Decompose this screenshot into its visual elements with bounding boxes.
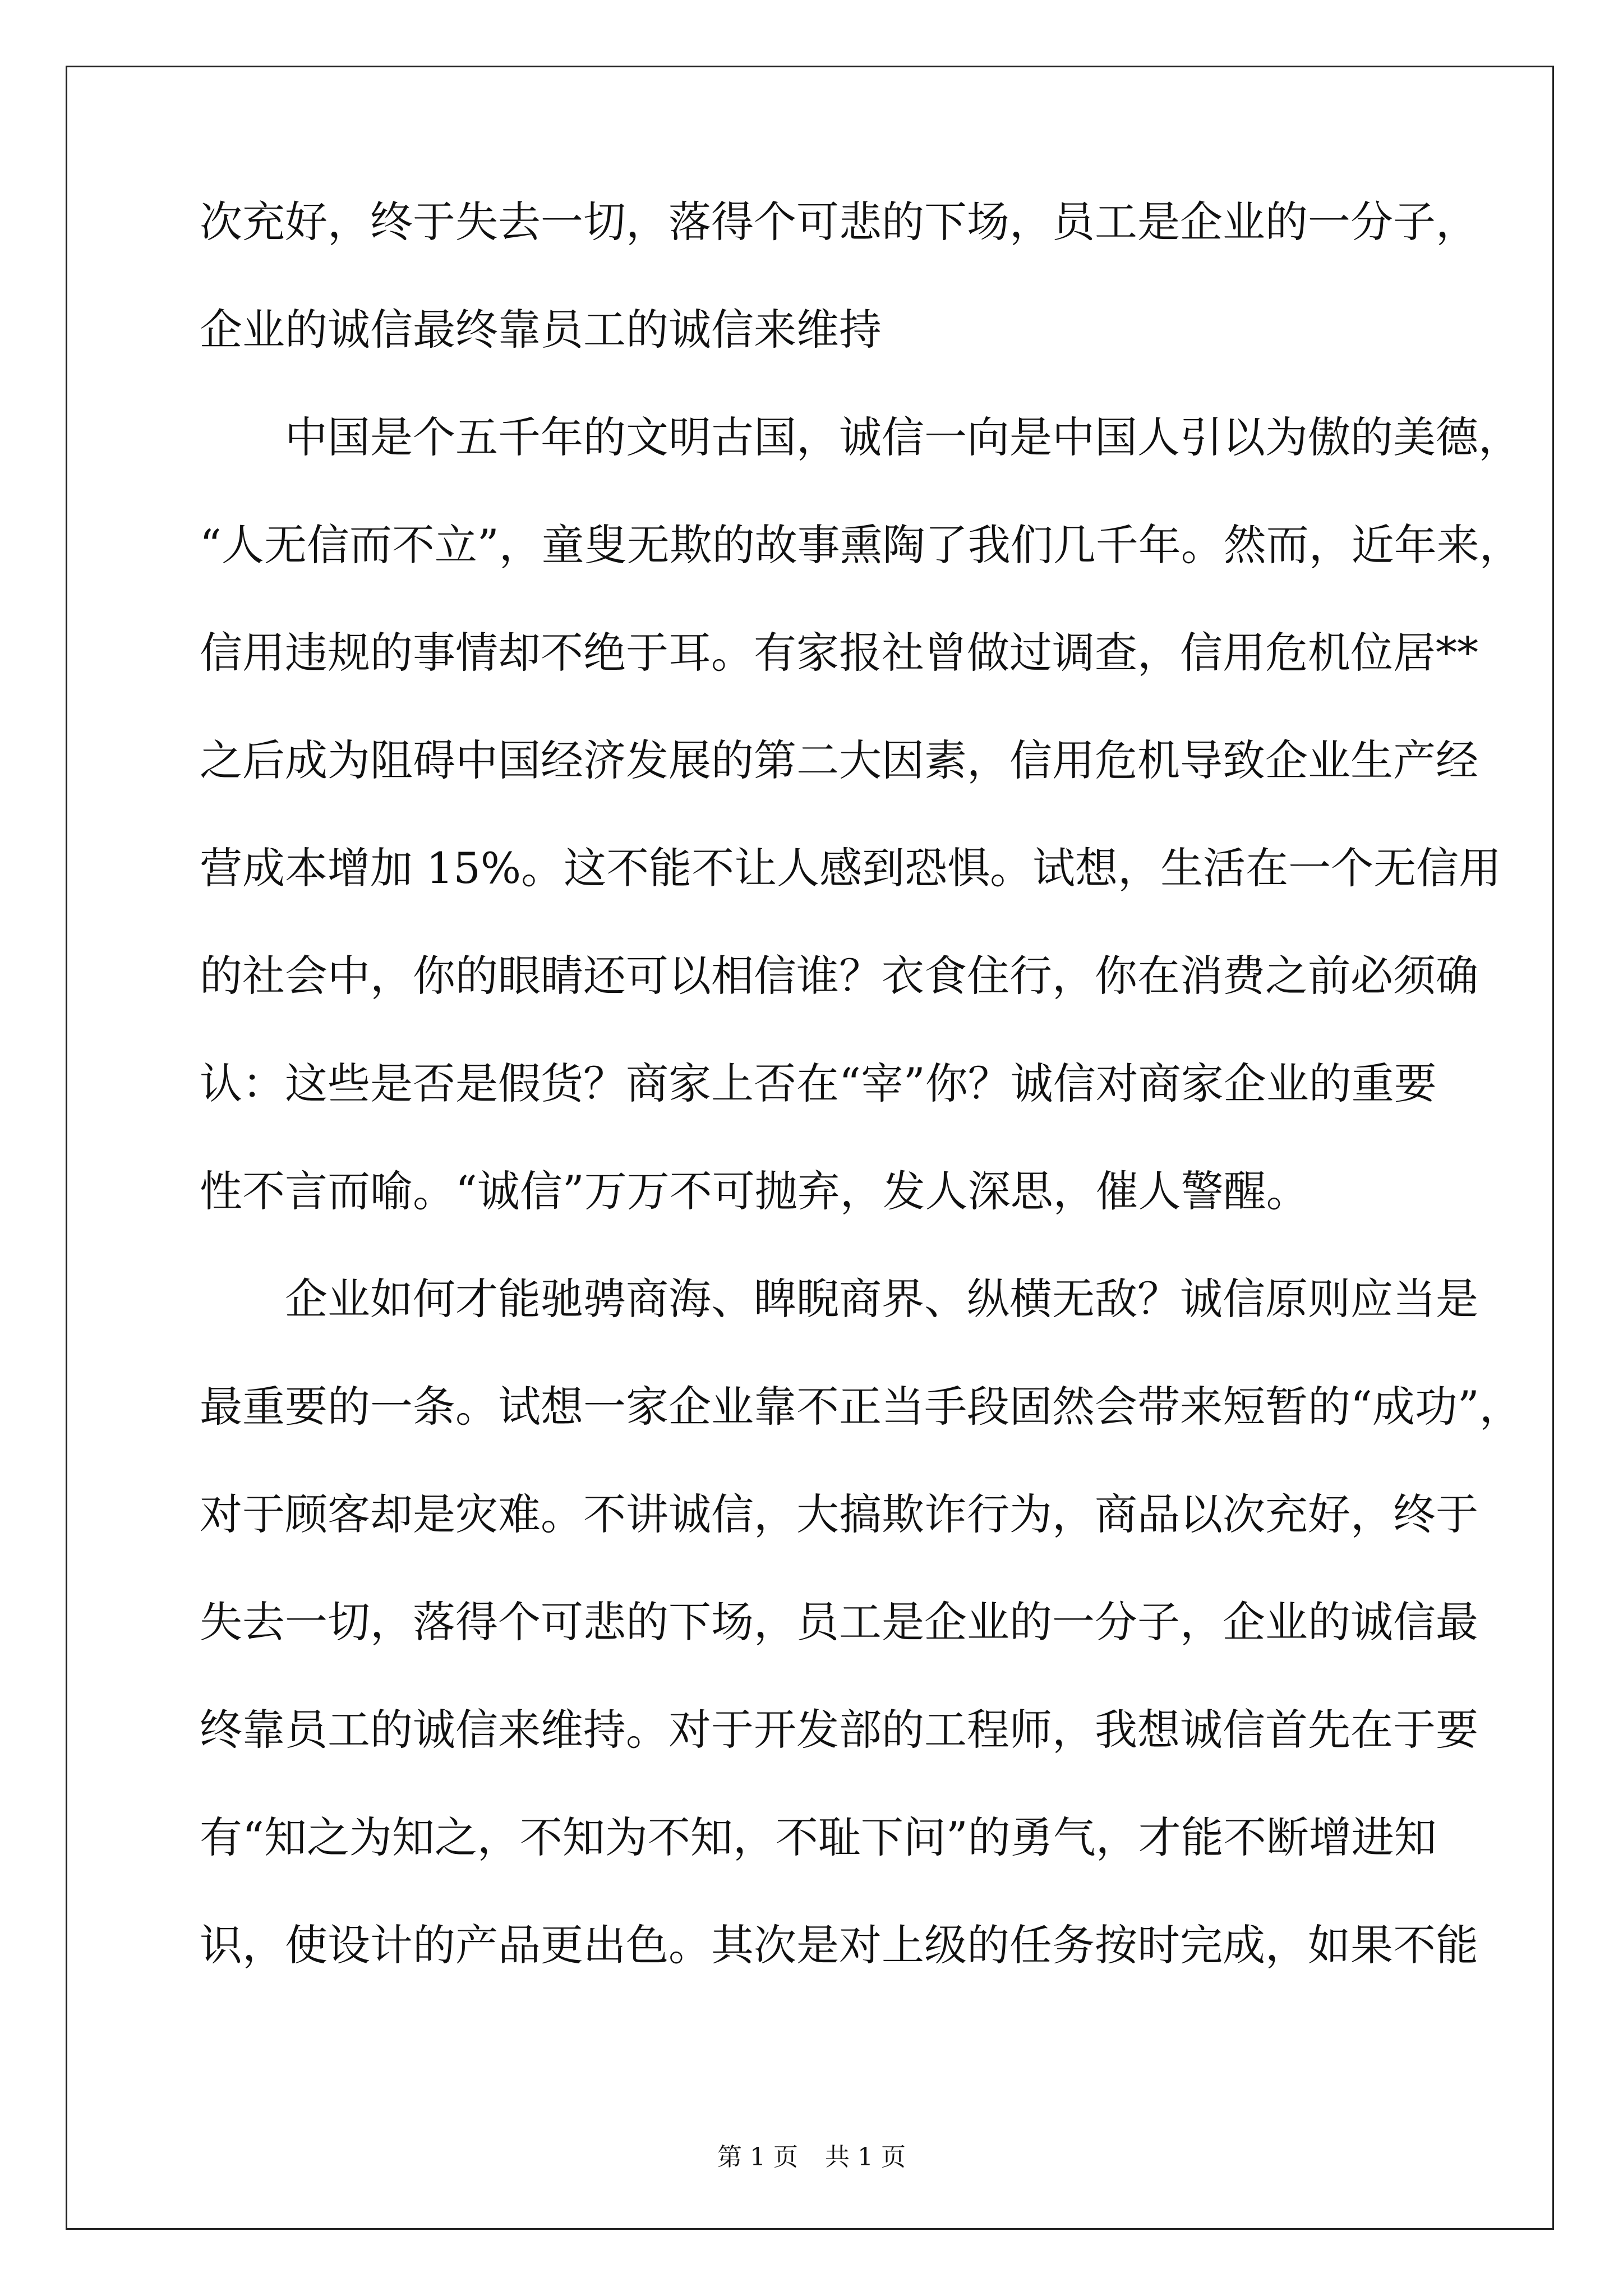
text-line: 性不言而喻。“诚信”万万不可抛弃，发人深思，催人警醒。: [200, 1166, 1309, 1216]
text-line: 的社会中，你的眼睛还可以相信谁？衣食住行，你在消费之前必须确: [200, 951, 1478, 1001]
text-line: 识，使设计的产品更出色。其次是对上级的任务按时完成，如果不能: [200, 1920, 1478, 1970]
text-line: 次充好，终于失去一切，落得个可悲的下场，员工是企业的一分子，: [200, 197, 1478, 247]
page-footer: [0, 2142, 1623, 2173]
text-line: 有“知之为知之，不知为不知，不耻下问”的勇气，才能不断增进知: [200, 1812, 1437, 1862]
text-line: 认：这些是否是假货？商家上否在“宰”你？诚信对商家企业的重要: [200, 1059, 1437, 1108]
text-line: 企业的诚信最终靠员工的诚信来维持: [200, 305, 882, 355]
text-line: 最重要的一条。试想一家企业靠不正当手段固然会带来短暂的“成功”，: [200, 1382, 1522, 1432]
text-line: 中国是个五千年的文明古国，诚信一向是中国人引以为傲的美德，: [200, 412, 1521, 462]
text-line: 企业如何才能驰骋商海、睥睨商界、纵横无敌？诚信原则应当是: [200, 1274, 1478, 1324]
text-line: 对于顾客却是灾难。不讲诚信，大搞欺诈行为，商品以次充好，终于: [200, 1489, 1478, 1539]
page-number: 第 1 页: [717, 2143, 798, 2171]
text-line: 信用违规的事情却不绝于耳。有家报社曾做过调查，信用危机位居**: [200, 628, 1478, 678]
total-pages: 共 1 页: [825, 2143, 906, 2171]
page-border: [66, 66, 1554, 2230]
text-line: “人无信而不立”，童叟无欺的故事熏陶了我们几千年。然而，近年来，: [200, 520, 1522, 570]
text-line: 营成本增加 15%。这不能不让人感到恐惧。试想，生活在一个无信用: [200, 843, 1502, 893]
text-line: 之后成为阻碍中国经济发展的第二大因素，信用危机导致企业生产经: [200, 735, 1478, 785]
text-line: 终靠员工的诚信来维持。对于开发部的工程师，我想诚信首先在于要: [200, 1705, 1478, 1755]
text-line: 失去一切，落得个可悲的下场，员工是企业的一分子，企业的诚信最: [200, 1597, 1478, 1647]
